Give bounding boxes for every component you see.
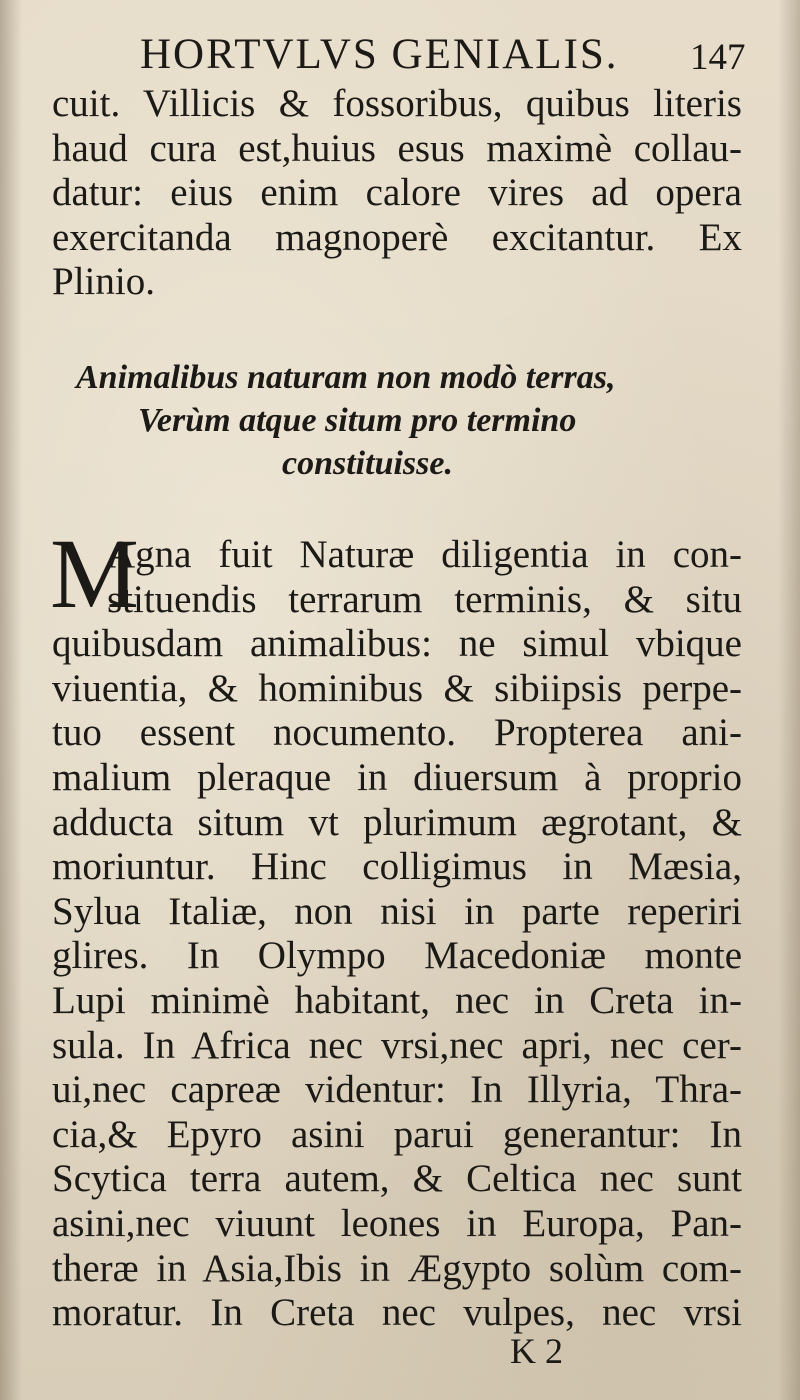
epigraph-line: Verùm atque situm pro termino xyxy=(138,402,577,439)
running-head-title: HORTVLVS GENIALIS. xyxy=(140,31,619,78)
text-line: moriuntur. Hinc colligimus in Mæsia, xyxy=(52,845,742,889)
text-line: malium pleraque in diuersum à proprio xyxy=(52,755,742,799)
text-line: Sylua Italiæ, non nisi in parte reperiri xyxy=(52,889,742,933)
page-left-edge-shadow xyxy=(0,0,22,1400)
text-line: Scytica terra autem, & Celtica nec sunt xyxy=(52,1157,742,1201)
running-head xyxy=(0,24,800,80)
text-line: exercitanda magnoperè excitantur. Ex xyxy=(52,215,742,259)
text-line: stituendis terrarum terminis, & situ xyxy=(107,577,742,621)
text-line: theræ in Asia,Ibis in Ægypto solùm com- xyxy=(52,1246,742,1290)
text-line: Lupi minimè habitant, nec in Creta in- xyxy=(52,978,742,1022)
text-line: Agna fuit Naturæ diligentia in con- xyxy=(107,533,742,576)
epigraph-line: constituisse. xyxy=(282,445,453,482)
text-line: ui,nec capreæ videntur: In Illyria, Thra- xyxy=(52,1068,742,1112)
intro-paragraph xyxy=(52,82,742,305)
page-right-edge-shadow xyxy=(778,0,800,1400)
drop-cap-initial: M xyxy=(50,518,139,629)
text-line: moratur. In Creta nec vulpes, nec vrsi xyxy=(52,1291,742,1335)
text-line: adducta situm vt plurimum ægrotant, & xyxy=(52,800,742,844)
signature-mark: K 2 xyxy=(510,1331,563,1371)
text-line: sula. In Africa nec vrsi,nec apri, nec cer- xyxy=(52,1023,742,1067)
text-line: tuo essent nocumento. Propterea ani- xyxy=(52,711,742,755)
text-line: haud cura est,huius esus maximè collau- xyxy=(52,126,742,170)
text-line: viuentia, & hominibus & sibiipsis perpe- xyxy=(52,666,742,710)
text-line: cia,& Epyro asini parui generantur: In xyxy=(52,1112,742,1156)
text-line: asini,nec viuunt leones in Europa, Pan- xyxy=(52,1201,742,1245)
text-line: quibusdam animalibus: ne simul vbique xyxy=(52,622,742,666)
epigraph-line: Animalibus naturam non modò terras, xyxy=(76,359,616,396)
text-line: datur: eius enim calore vires ad opera xyxy=(52,171,742,215)
main-paragraph xyxy=(52,533,742,1336)
text-line: Plinio. xyxy=(52,260,155,304)
page-number: 147 xyxy=(690,37,746,78)
text-line: glires. In Olympo Macedoniæ monte xyxy=(52,934,742,978)
signature-row xyxy=(0,1330,800,1380)
text-line: cuit. Villicis & fossoribus, quibus literis xyxy=(52,82,742,125)
